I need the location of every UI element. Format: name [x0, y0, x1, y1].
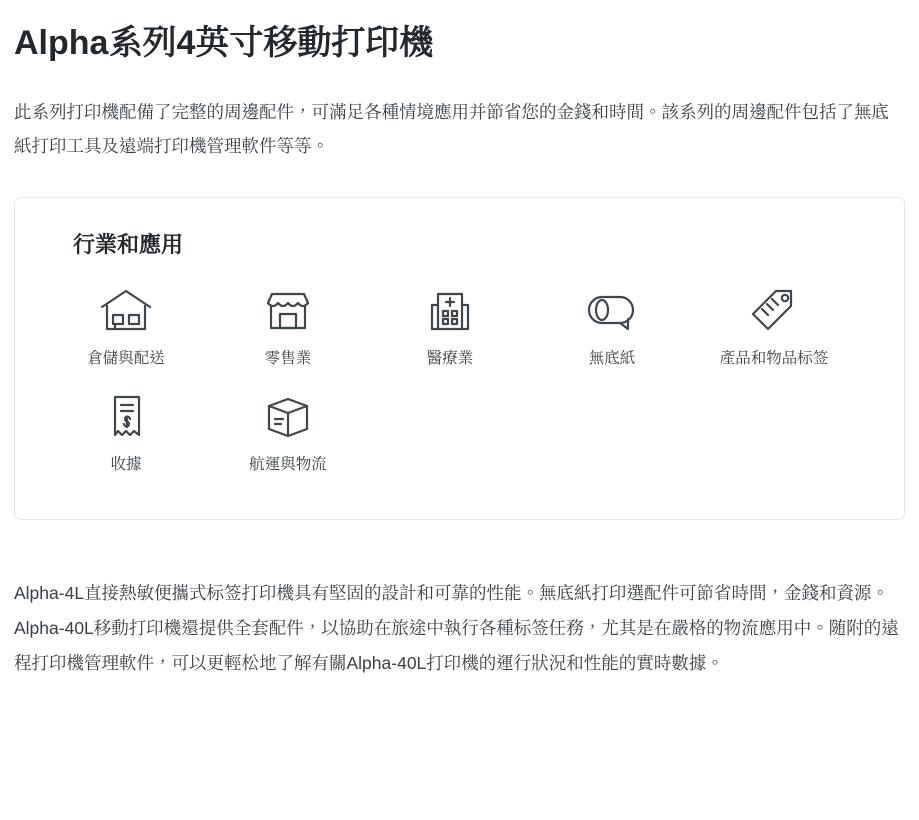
receipt-icon — [98, 383, 154, 441]
body-paragraph: Alpha-4L直接熱敏便攜式标签打印機具有堅固的設計和可靠的性能。無底紙打印選配件可節省時間，金錢和資源。 Alpha-40L移動打印機還提供全套配件，以協助在旅途中執行各種标签任務，尤其是在嚴格的物流應用中。随附的遠程打印機管理軟件，可以更輕松地了解有關Alpha-40L打印機的運行狀況和性能的實時數據。 — [14, 583, 899, 674]
application-label: 航運與物流 — [249, 455, 327, 473]
application-label: 零售業 — [264, 349, 312, 367]
applications-card — [14, 197, 905, 520]
application-label: 無底紙 — [588, 349, 636, 367]
application-item-linerless — [531, 277, 693, 369]
application-item-product-tags — [693, 277, 855, 369]
application-label: 倉儲與配送 — [87, 349, 165, 367]
label-roll-icon — [584, 277, 640, 335]
intro-paragraph: 此系列打印機配備了完整的周邊配件，可滿足各種情境應用并節省您的金錢和時間。該系列的周邊配件包括了無底紙打印工具及遠端打印機管理軟件等等。 — [14, 101, 889, 156]
hospital-icon — [422, 277, 478, 335]
application-label: 產品和物品标签 — [719, 349, 829, 367]
applications-heading: 行業和應用 — [73, 231, 184, 257]
storefront-icon — [260, 277, 316, 335]
applications-grid — [45, 277, 874, 489]
application-label: 收據 — [110, 455, 142, 473]
warehouse-icon — [98, 277, 154, 335]
application-label: 醫療業 — [426, 349, 474, 367]
price-tag-icon — [746, 277, 802, 335]
page-title: Alpha系列4英寸移動打印機 — [14, 24, 434, 62]
parcel-box-icon — [260, 383, 316, 441]
application-item-retail — [207, 277, 369, 369]
application-item-warehouse — [45, 277, 207, 369]
application-item-shipping-logistics — [207, 383, 369, 475]
application-item-healthcare — [369, 277, 531, 369]
application-item-receipt — [45, 383, 207, 475]
